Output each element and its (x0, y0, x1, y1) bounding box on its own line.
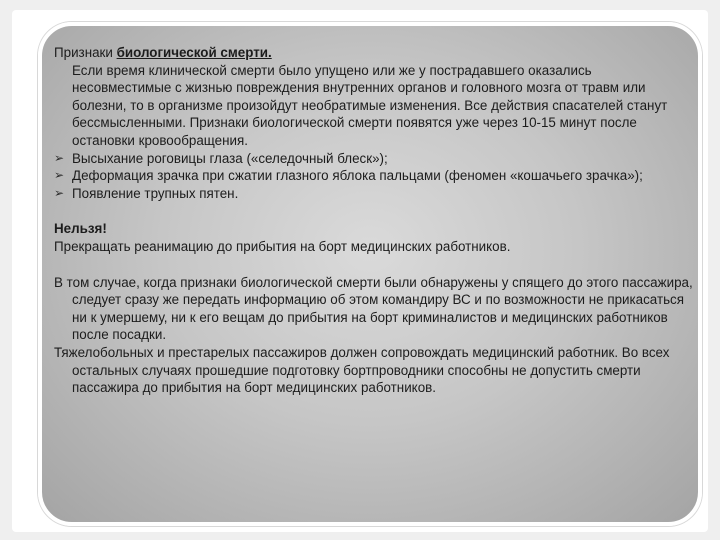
sleeping-passenger-paragraph: В том случае, когда признаки биологической смерти были обнаружены у спящего до этого пассажира, следует сразу же передать информацию об этом командиру ВС и по возможности не прикасаться ни к умершему, ни к его вещам до прибытия на борт криминалистов и медицинских работников после посадки. (54, 274, 693, 343)
section-heading (54, 44, 694, 62)
intro-paragraph: Если время клинической смерти было упущено или же у пострадавшего оказались несовместимые с жизнью повреждения внутренних органов и головного мозга от травм или болезни, то в организме произойдут необратимые изменения. Все действия спасателей станут бессмысленными. Признаки биологической смерти появятся уже через 10-15 минут после остановки кровообращения. (72, 62, 668, 148)
arrow-bullet-icon: ➢ (54, 150, 65, 165)
heading-prefix: Признаки (54, 45, 117, 60)
signs-list (54, 150, 694, 203)
list-item (54, 185, 694, 203)
list-item (54, 167, 694, 185)
list-item-text: Высыхание роговицы глаза («селедочный блеск»); (72, 150, 388, 166)
forbidden-text: Прекращать реанимацию до прибытия на борт медицинских работников. (54, 238, 511, 254)
escort-paragraph: Тяжелобольных и престарелых пассажиров должен сопровождать медицинский работник. Во всех остальных случаях прошедшие подготовку бортпроводники способны не допустить смерти пассажира до прибытия на борт медицинских работников. (54, 344, 670, 396)
arrow-bullet-icon: ➢ (54, 168, 65, 183)
forbidden-title: Нельзя! (54, 221, 107, 237)
arrow-bullet-icon: ➢ (54, 185, 65, 200)
list-item-text: Деформация зрачка при сжатии глазного яблока пальцами (феномен «кошачьего зрачка»); (72, 168, 643, 184)
slide-content (54, 44, 694, 397)
list-item-text: Появление трупных пятен. (72, 185, 239, 201)
list-item (54, 150, 694, 168)
heading-underlined: биологической смерти. (116, 45, 272, 60)
